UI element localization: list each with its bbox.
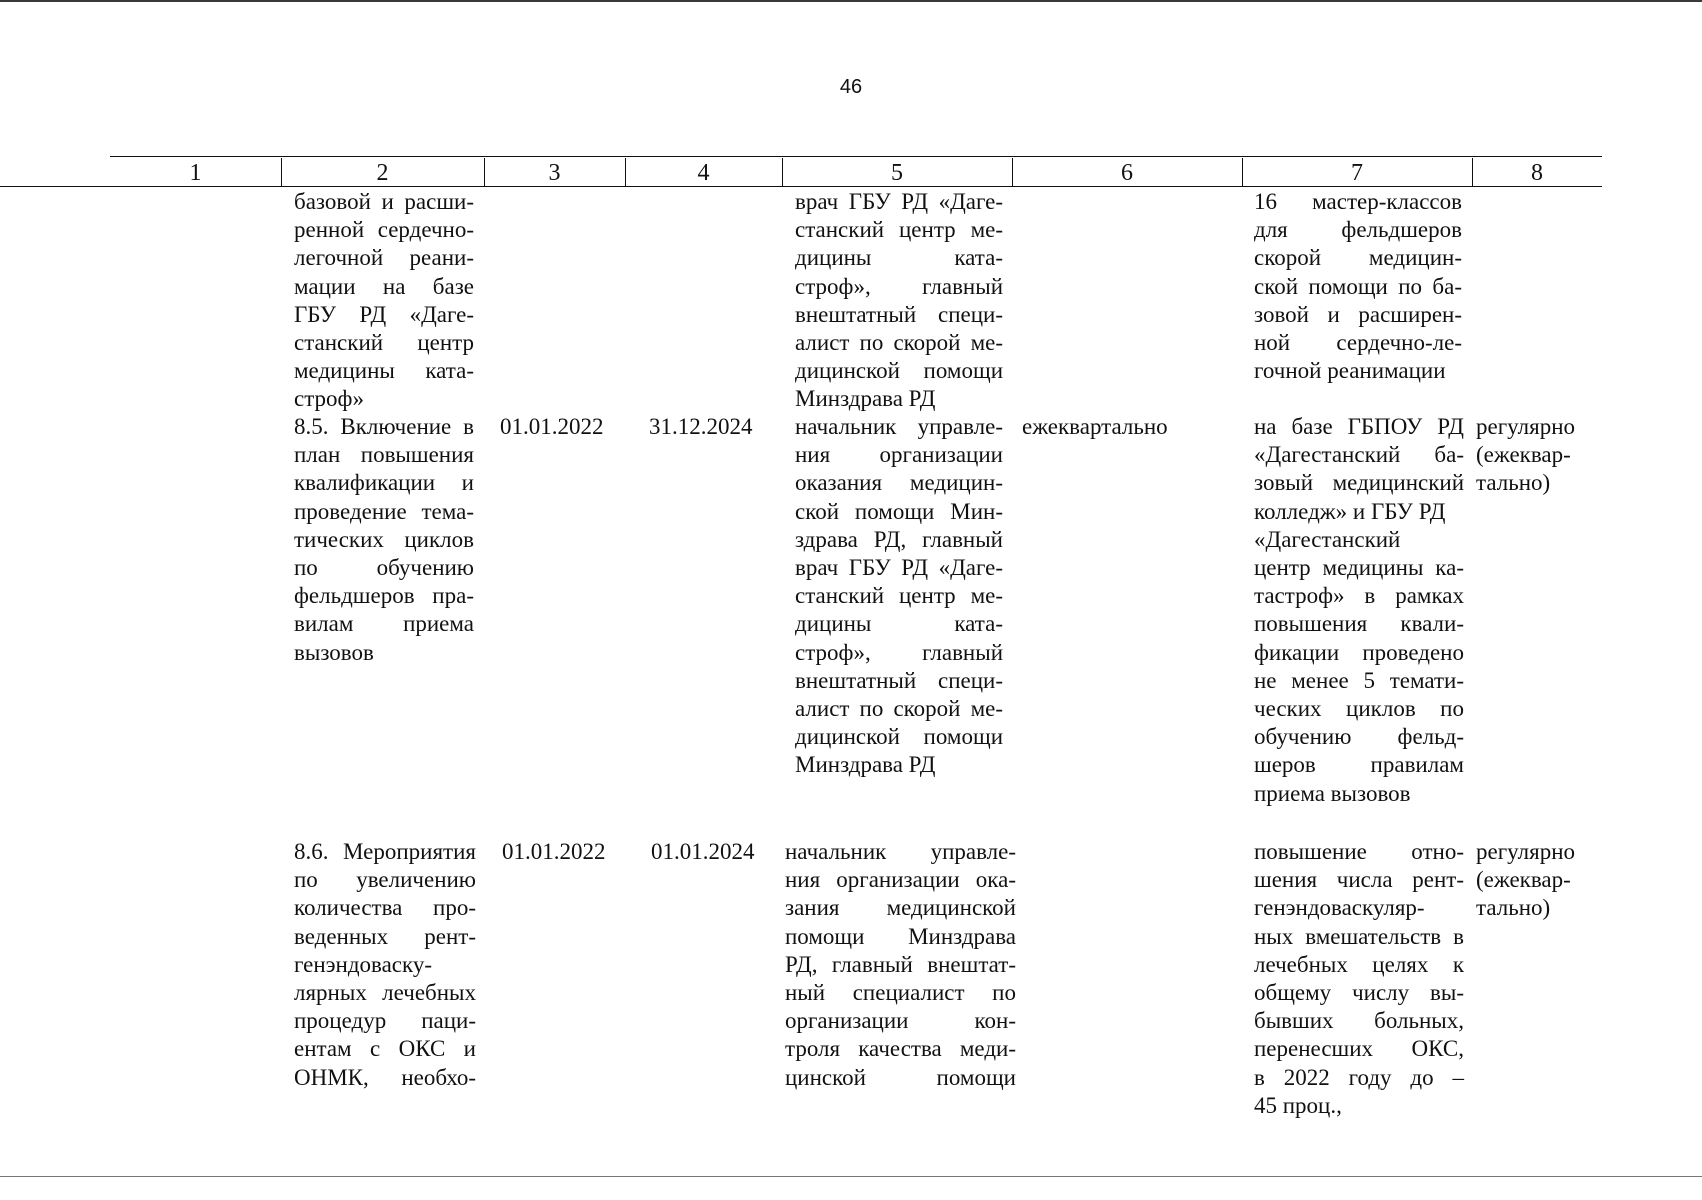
text-line: зовый медицинский: [1254, 470, 1464, 496]
text-line: по увеличению: [294, 867, 476, 893]
text-line: 8.6. Мероприятия: [294, 839, 476, 864]
row2-start-date: 01.01.2022: [502, 839, 606, 864]
text-line: шеров правилам: [1254, 752, 1464, 778]
text-line: РД, главный внештат-: [785, 951, 1016, 977]
text-line: дицинской помощи: [795, 724, 1003, 750]
text-line: ГБУ РД «Даге-: [294, 301, 474, 327]
text-line: колледж» и ГБУ РД: [1254, 498, 1446, 524]
text-line: центр медицины ка-: [1254, 555, 1464, 581]
row1-result-text: [1254, 413, 1464, 808]
text-line: ческих циклов по: [1254, 696, 1464, 722]
text-line: дицинской помощи: [795, 358, 1003, 384]
column-number: 1: [189, 160, 202, 186]
text-line: тально): [1476, 895, 1551, 921]
text-line: обучению фельд-: [1254, 724, 1464, 750]
text-line: генэндоваску-: [294, 951, 433, 977]
text-line: шения числа рент-: [1254, 867, 1464, 893]
text-line: строф», главный: [795, 273, 1003, 299]
text-line: ской помощи Мин-: [795, 498, 1003, 524]
text-line: внештатный специ-: [795, 301, 1003, 327]
column-number: 6: [1121, 160, 1133, 186]
text-line: общему числу вы-: [1254, 980, 1464, 1006]
text-line: тастроф» в рамках: [1254, 583, 1464, 609]
table-header-border: [0, 186, 1602, 187]
column-number: 3: [548, 160, 561, 186]
row1-end-date: 31.12.2024: [649, 414, 753, 439]
text-line: мации на базе: [294, 273, 474, 299]
text-line: тально): [1476, 470, 1551, 496]
text-line: тических циклов: [294, 526, 474, 552]
row1-responsible-text: [795, 413, 1003, 780]
column-number: 4: [697, 160, 710, 186]
text-line: фельдшеров пра-: [294, 583, 474, 609]
column-number: 8: [1531, 160, 1543, 186]
text-line: дицины ката-: [795, 611, 1003, 637]
text-line: по обучению: [294, 555, 474, 581]
column-number: 2: [376, 160, 389, 186]
text-line: 16 мастер-классов: [1254, 189, 1462, 214]
text-line: дицины ката-: [795, 245, 1003, 271]
text-line: бывших больных,: [1254, 1008, 1464, 1034]
text-line: ной сердечно-ле-: [1254, 330, 1462, 356]
row2-end-date: 01.01.2024: [651, 839, 755, 864]
text-line: алист по скорой ме-: [795, 330, 1003, 356]
text-line: троля качества меди-: [785, 1036, 1016, 1062]
text-line: веденных рент-: [294, 923, 476, 949]
text-line: «Дагестанский ба-: [1254, 442, 1464, 468]
text-line: (ежеквар-: [1476, 442, 1571, 468]
column-number: 5: [891, 160, 903, 186]
text-line: медицины ката-: [294, 358, 474, 384]
scan-edge-top: [0, 0, 1702, 2]
text-line: оказания медицин-: [795, 470, 1003, 496]
text-line: перенесших ОКС,: [1254, 1036, 1464, 1062]
text-line: легочной реани-: [294, 245, 474, 271]
text-line: строф», главный: [795, 639, 1003, 665]
text-line: станский центр ме-: [795, 217, 1003, 243]
text-line: фикации проведено: [1254, 639, 1464, 665]
text-line: не менее 5 темати-: [1254, 667, 1464, 693]
text-line: вилам приема: [294, 611, 474, 637]
row1-start-date: 01.01.2022: [500, 414, 604, 439]
row2-responsible-text: [785, 838, 1016, 1092]
row0-result-text: [1254, 188, 1462, 385]
text-line: внештатный специ-: [795, 667, 1003, 693]
text-line: зания медицинской: [785, 895, 1016, 921]
row0-responsible-text: [795, 188, 1003, 414]
text-line: алист по скорой ме-: [795, 696, 1003, 722]
text-line: организации кон-: [785, 1008, 1016, 1034]
text-line: строф»: [294, 386, 364, 412]
text-line: вызовов: [294, 639, 374, 665]
text-line: здрава РД, главный: [795, 526, 1003, 552]
row2-result-text: [1254, 838, 1464, 1120]
text-line: для фельдшеров: [1254, 217, 1462, 243]
text-line: ния организации ока-: [785, 867, 1016, 893]
text-line: регулярно: [1476, 414, 1575, 439]
text-line: повышение отно-: [1254, 839, 1464, 864]
text-line: ОНМК, необхо-: [294, 1064, 476, 1090]
text-line: помощи Минздрава: [785, 923, 1016, 949]
text-line: ния организации: [795, 442, 1003, 468]
text-line: план повышения: [294, 442, 474, 468]
row1-periodicity-text: [1476, 413, 1596, 498]
page-number: 46: [839, 76, 863, 98]
text-line: в 2022 году до –: [1254, 1064, 1464, 1090]
text-line: 8.5. Включение в: [294, 414, 474, 439]
column-number: 7: [1351, 160, 1363, 186]
text-line: приема вызовов: [1254, 780, 1411, 806]
table-top-border: [110, 156, 1602, 157]
text-line: количества про-: [294, 895, 476, 921]
text-line: ный специалист по: [785, 980, 1016, 1006]
scan-edge-bottom: [0, 1176, 1702, 1177]
text-line: «Дагестанский: [1254, 526, 1401, 552]
text-line: процедур паци-: [294, 1008, 476, 1034]
text-line: проведение тема-: [294, 498, 474, 524]
text-line: 45 проц.,: [1254, 1092, 1342, 1118]
text-line: Минздрава РД: [795, 752, 936, 778]
text-line: врач ГБУ РД «Даге-: [795, 555, 1003, 581]
text-line: лярных лечебных: [294, 980, 476, 1006]
text-line: врач ГБУ РД «Даге-: [795, 189, 1003, 214]
text-line: станский центр ме-: [795, 583, 1003, 609]
text-line: Минздрава РД: [795, 386, 936, 412]
text-line: регулярно: [1476, 839, 1575, 864]
row1-frequency: ежеквартально: [1022, 414, 1168, 439]
row2-periodicity-text: [1476, 838, 1596, 923]
text-line: ренной сердечно-: [294, 217, 474, 243]
text-line: цинской помощи: [785, 1064, 1016, 1090]
text-line: гочной реанимации: [1254, 358, 1446, 384]
text-line: генэндоваскуляр-: [1254, 895, 1425, 921]
text-line: лечебных целях к: [1254, 951, 1464, 977]
text-line: зовой и расширен-: [1254, 301, 1462, 327]
text-line: ных вмешательств в: [1254, 923, 1464, 949]
text-line: начальник управле-: [785, 839, 1016, 864]
text-line: (ежеквар-: [1476, 867, 1571, 893]
text-line: квалификации и: [294, 470, 474, 496]
text-line: начальник управле-: [795, 414, 1003, 439]
text-line: станский центр: [294, 330, 474, 356]
row1-measure-text: [294, 413, 474, 667]
row0-measure-text: [294, 188, 474, 414]
row2-measure-text: [294, 838, 476, 1092]
text-line: повышения квали-: [1254, 611, 1464, 637]
text-line: на базе ГБПОУ РД: [1254, 414, 1464, 439]
text-line: ентам с ОКС и: [294, 1036, 476, 1062]
text-line: ской помощи по ба-: [1254, 273, 1462, 299]
text-line: скорой медицин-: [1254, 245, 1462, 271]
text-line: базовой и расши-: [294, 189, 474, 214]
